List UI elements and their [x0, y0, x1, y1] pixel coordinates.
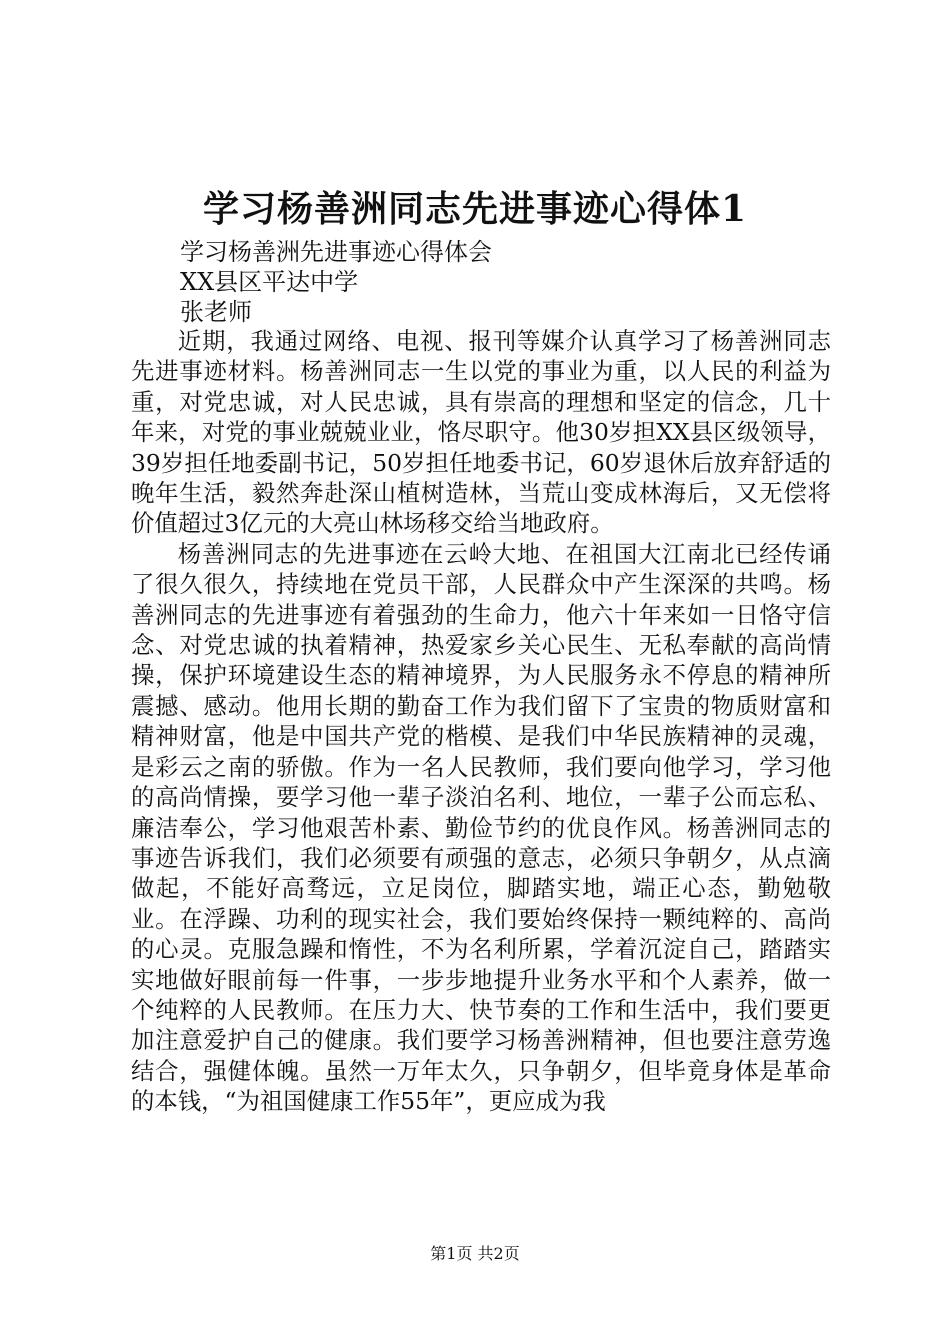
document-subtitle: 学习杨善洲先进事迹心得体会 — [180, 238, 492, 266]
paragraph: 近期，我通过网络、电视、报刊等媒介认真学习了杨善洲同志先进事迹材料。杨善洲同志一生以党的事业为重，以人民的利益为重，对党忠诚，对人民忠诚，具有崇高的理想和坚定的信念，几十年来，对党的事业兢兢业业，恪尽职守。他30岁担XX县区级领导，39岁担任地委副书记，50岁担任地委书记，60岁退休后放弃舒适的晚年生活，毅然奔赴深山植树造林，当荒山变成林海后，又无偿将价值超过3亿元的大亮山林场移交给当地政府。 — [131, 327, 831, 538]
document-title: 学习杨善洲同志先进事迹心得体1 — [202, 188, 748, 230]
school-name: XX县区平达中学 — [180, 268, 359, 296]
paragraph: 杨善洲同志的先进事迹在云岭大地、在祖国大江南北已经传诵了很久很久，持续地在党员干部，人民群众中产生深深的共鸣。杨善洲同志的先进事迹有着强劲的生命力，他六十年来如一日恪守信念、对党忠诚的执着精神，热爱家乡关心民生、无私奉献的高尚情操，保护环境建设生态的精神境界，为人民服务永不停息的精神所震撼、感动。他用长期的勤奋工作为我们留下了宝贵的物质财富和精神财富，他是中国共产党的楷模、是我们中华民族精神的灵魂，是彩云之南的骄傲。作为一名人民教师，我们要向他学习，学习他的高尚情操，要学习他一辈子淡泊名利、地位，一辈子公而忘私、廉洁奉公，学习他艰苦朴素、勤俭节约的优良作风。杨善洲同志的事迹告诉我们，我们必须要有顽强的意志，必须只争朝夕，从点滴做起，不能好高骛远，立足岗位，脚踏实地，端正心态，勤勉敬业。在浮躁、功利的现实社会，我们要始终保持一颗纯粹的、高尚的心灵。克服急躁和惰性，不为名利所累，学着沉淀自己，踏踏实实地做好眼前每一件事，一步步地提升业务水平和个人素养，做一个纯粹的人民教师。在压力大、快节奏的工作和生活中，我们要更加注意爱护自己的健康。我们要学习杨善洲精神，但也要注意劳逸结合，强健体魄。虽然一万年太久，只争朝夕，但毕竟身体是革命的本钱，“为祖国健康工作55年”，更应成为我 — [131, 539, 831, 1116]
author-name: 张老师 — [180, 298, 252, 326]
document-body — [131, 326, 831, 1117]
page-footer: 第1页 共2页 — [430, 1244, 520, 1263]
